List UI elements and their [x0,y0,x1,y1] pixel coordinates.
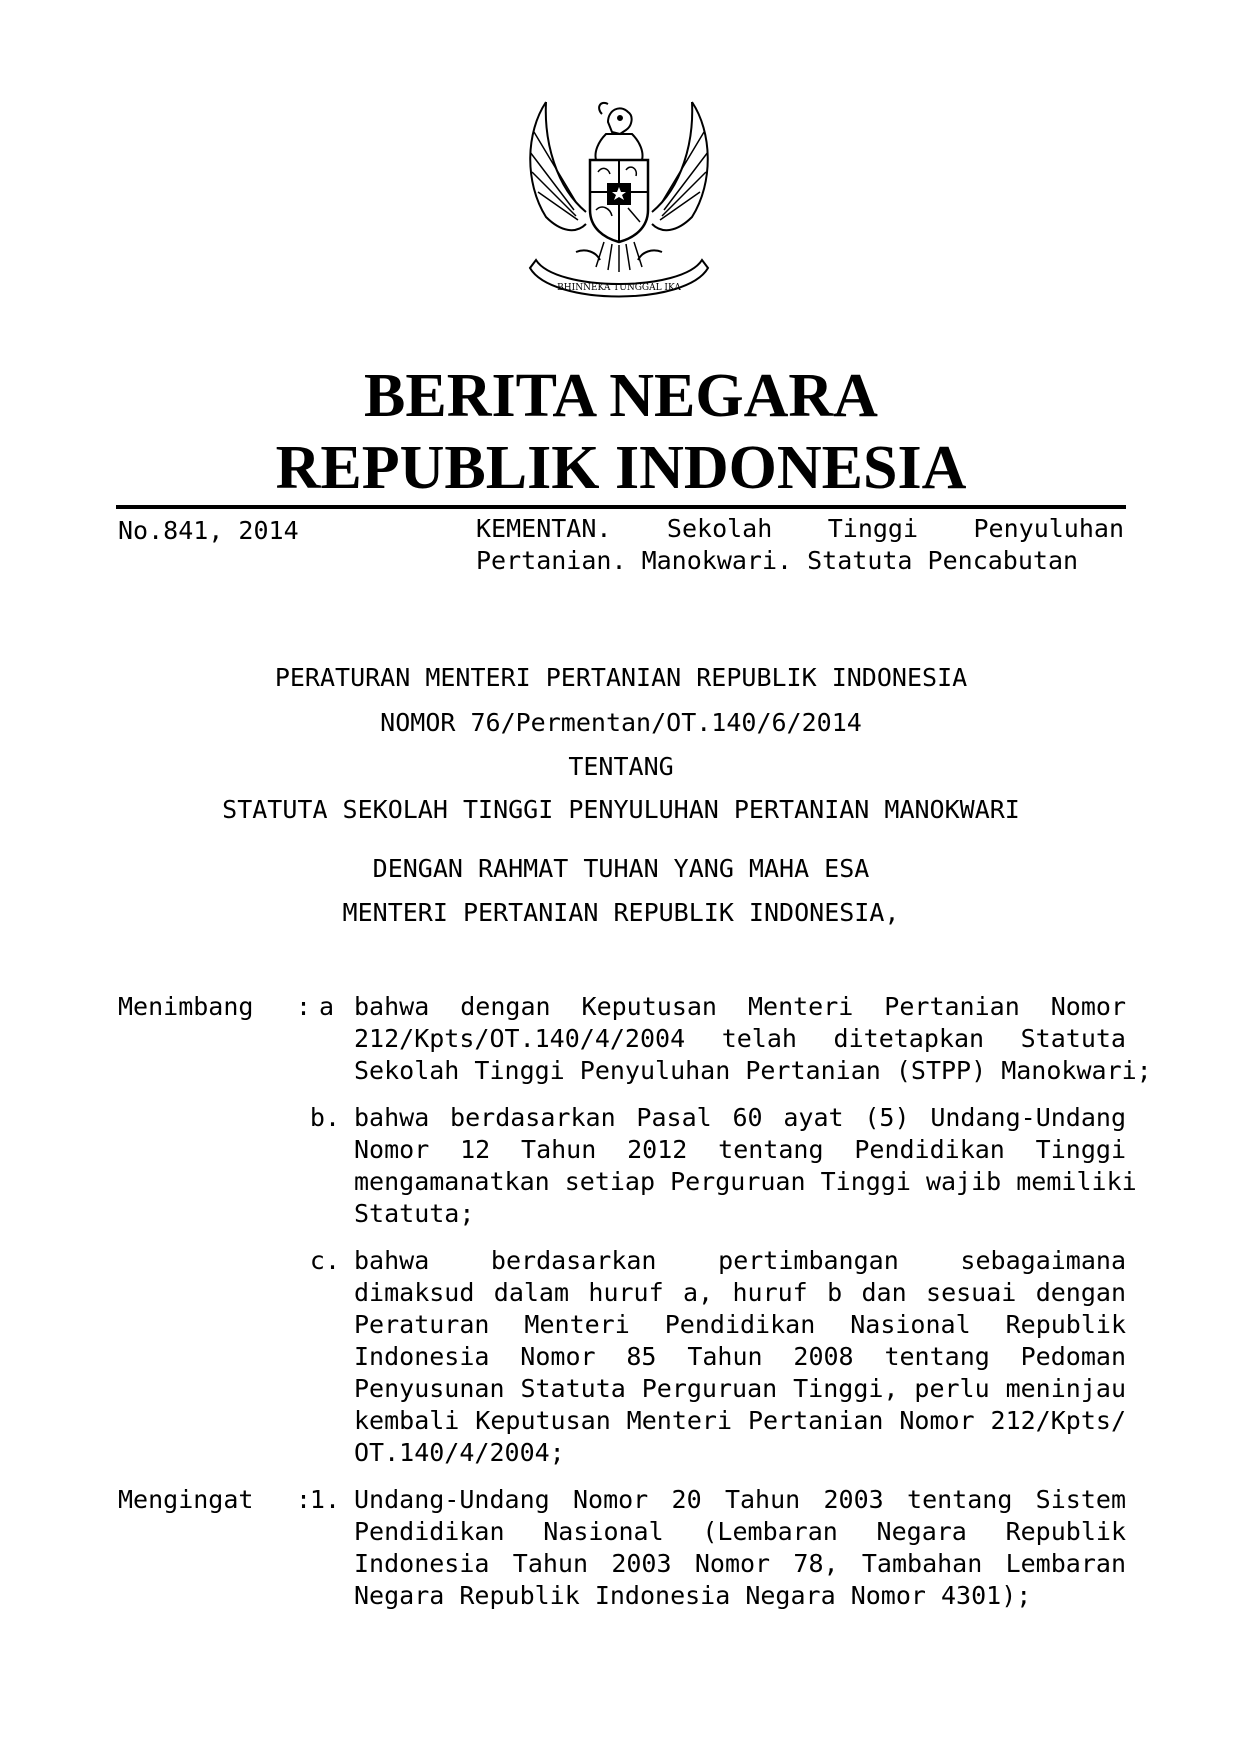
item-line: Nomor 12 Tahun 2012 tentang Pendidikan Tinggi [354,1135,1126,1164]
item-line: Peraturan Menteri Pendidikan Nasional Republik [354,1310,1126,1339]
item-line: Sekolah Tinggi Penyuluhan Pertanian (STPP) Manokwari; [354,1056,1152,1085]
considerations-item-marker: a [318,992,334,1021]
masthead-divider [116,505,1126,509]
svg-text:BHINNEKA TUNGGAL IKA: BHINNEKA TUNGGAL IKA [557,283,681,293]
item-line: dimaksud dalam huruf a, huruf b dan sesuai dengan [354,1278,1126,1307]
item-line: bahwa berdasarkan Pasal 60 ayat (5) Undang-Undang [354,1103,1126,1132]
recitals-colon: : [296,1485,312,1514]
issue-number: No.841, 2014 [118,516,299,545]
recitals-label: Mengingat [118,1485,254,1514]
item-line: bahwa dengan Keputusan Menteri Pertanian Nomor [354,992,1126,1021]
item-line: bahwa berdasarkan pertimbangan sebagaimana [354,1246,1126,1275]
considerations-label: Menimbang [118,992,254,1021]
recitals-item [354,1484,1126,1612]
item-line: Negara Republik Indonesia Negara Nomor 4301); [354,1581,1032,1610]
item-line: mengamanatkan setiap Perguruan Tinggi wajib memiliki [354,1167,1137,1196]
regulation-title: PERATURAN MENTERI PERTANIAN REPUBLIK INDONESIA [274,663,968,692]
issue-subject-line: Pertanian. Manokwari. Statuta Pencabutan [476,546,1079,575]
issue-subject-line: KEMENTAN. Sekolah Tinggi Penyuluhan [476,514,1124,543]
regulation-subject: STATUTA SEKOLAH TINGGI PENYULUHAN PERTANIAN MANOKWARI [222,795,1020,824]
considerations-item [354,991,1152,1087]
item-line: 212/Kpts/OT.140/4/2004 telah ditetapkan Statuta [354,1024,1126,1053]
considerations-item-marker: c. [309,1246,340,1275]
item-line: OT.140/4/2004; [354,1438,565,1467]
item-line: Undang-Undang Nomor 20 Tahun 2003 tentang Sistem [354,1485,1126,1514]
item-line: kembali Keputusan Menteri Pertanian Nomor 212/Kpts/ [354,1406,1126,1435]
garuda-emblem-icon [516,92,722,304]
considerations-item-marker: b. [309,1103,340,1132]
regulation-blessing: DENGAN RAHMAT TUHAN YANG MAHA ESA [372,854,870,883]
regulation-issuer: MENTERI PERTANIAN REPUBLIK INDONESIA, [342,898,900,927]
masthead-title: BERITA NEGARA [364,362,878,430]
considerations-item [354,1102,1137,1230]
considerations-colon: : [296,992,312,1021]
considerations-item [354,1245,1126,1469]
item-line: Indonesia Tahun 2003 Nomor 78, Tambahan Lembaran [354,1549,1126,1578]
issue-subject [476,513,1124,577]
item-line: Penyusunan Statuta Perguruan Tinggi, perlu meninjau [354,1374,1126,1403]
recitals-item-marker: 1. [309,1485,340,1514]
item-line: Indonesia Nomor 85 Tahun 2008 tentang Pedoman [354,1342,1126,1371]
regulation-number: NOMOR 76/Permentan/OT.140/6/2014 [380,708,862,737]
masthead-subtitle: REPUBLIK INDONESIA [275,434,967,502]
item-line: Statuta; [354,1199,475,1228]
item-line: Pendidikan Nasional (Lembaran Negara Republik [354,1517,1126,1546]
regulation-about: TENTANG [568,752,674,781]
